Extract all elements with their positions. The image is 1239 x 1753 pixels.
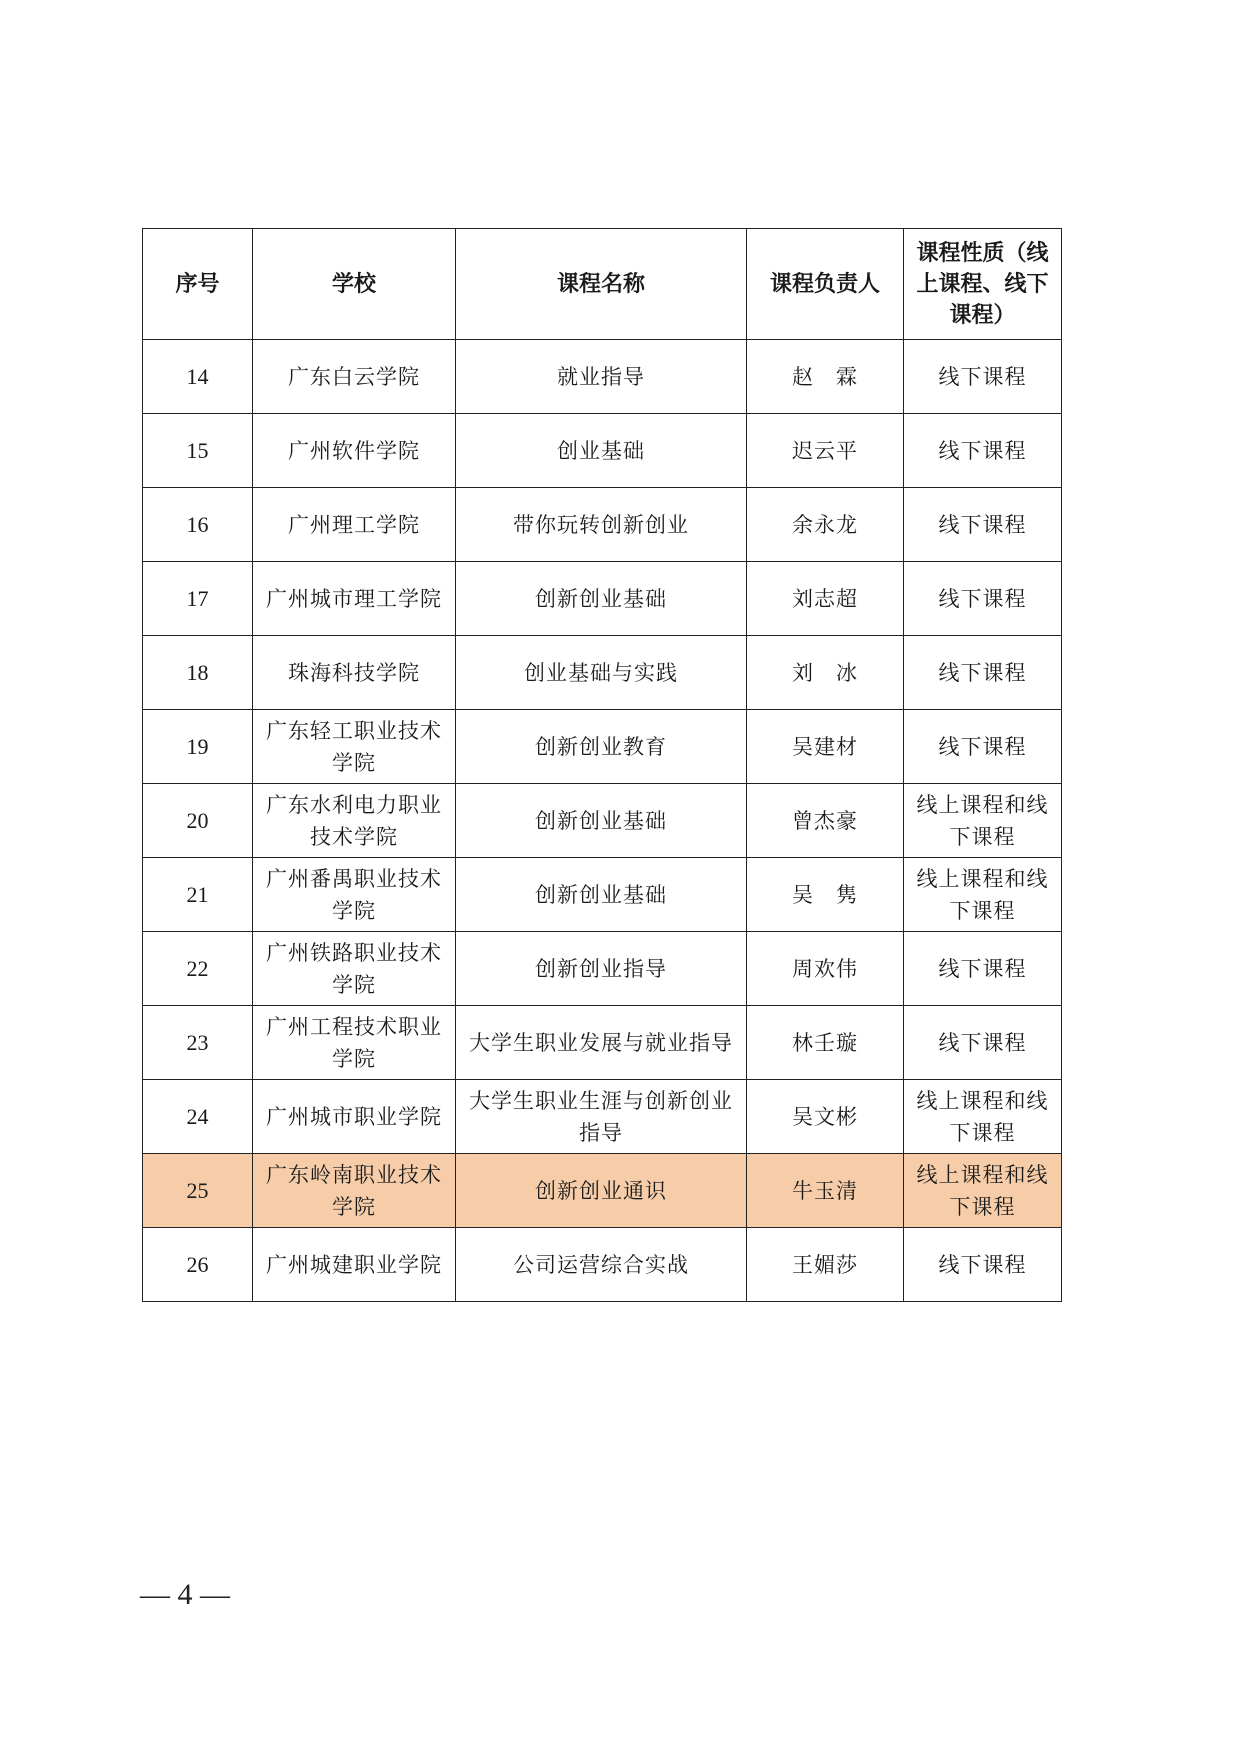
- cell-course: 就业指导: [456, 340, 747, 414]
- table-row: [143, 1154, 1062, 1228]
- cell-type: 线上课程和线下课程: [904, 1154, 1062, 1228]
- cell-course: 创业基础与实践: [456, 636, 747, 710]
- cell-type: 线下课程: [904, 1228, 1062, 1302]
- cell-no: 26: [143, 1228, 253, 1302]
- cell-school: 广州城市理工学院: [253, 562, 456, 636]
- table-header-row: [143, 229, 1062, 340]
- table-row: [143, 562, 1062, 636]
- cell-school: 广州城市职业学院: [253, 1080, 456, 1154]
- cell-course: 创新创业通识: [456, 1154, 747, 1228]
- cell-school: 广州铁路职业技术学院: [253, 932, 456, 1006]
- cell-lead: 刘志超: [747, 562, 904, 636]
- cell-school: 广东水利电力职业技术学院: [253, 784, 456, 858]
- cell-no: 17: [143, 562, 253, 636]
- cell-course: 创新创业指导: [456, 932, 747, 1006]
- table-row: [143, 858, 1062, 932]
- page-number: — 4 —: [140, 1578, 230, 1611]
- cell-no: 14: [143, 340, 253, 414]
- header-type: 课程性质（线上课程、线下课程）: [904, 229, 1062, 340]
- cell-lead: 林壬璇: [747, 1006, 904, 1080]
- cell-no: 23: [143, 1006, 253, 1080]
- cell-type: 线下课程: [904, 932, 1062, 1006]
- cell-no: 20: [143, 784, 253, 858]
- cell-course: 创新创业基础: [456, 562, 747, 636]
- table-row: [143, 1080, 1062, 1154]
- table-body: [143, 340, 1062, 1302]
- cell-lead: 牛玉清: [747, 1154, 904, 1228]
- table-row: [143, 932, 1062, 1006]
- cell-type: 线上课程和线下课程: [904, 858, 1062, 932]
- cell-no: 24: [143, 1080, 253, 1154]
- cell-no: 18: [143, 636, 253, 710]
- cell-type: 线下课程: [904, 488, 1062, 562]
- cell-type: 线上课程和线下课程: [904, 784, 1062, 858]
- cell-course: 公司运营综合实战: [456, 1228, 747, 1302]
- cell-school: 广东岭南职业技术学院: [253, 1154, 456, 1228]
- cell-no: 22: [143, 932, 253, 1006]
- cell-course: 创新创业基础: [456, 858, 747, 932]
- cell-lead: 刘 冰: [747, 636, 904, 710]
- table-row: [143, 710, 1062, 784]
- cell-course: 大学生职业发展与就业指导: [456, 1006, 747, 1080]
- cell-school: 广州城建职业学院: [253, 1228, 456, 1302]
- cell-no: 15: [143, 414, 253, 488]
- cell-course: 带你玩转创新创业: [456, 488, 747, 562]
- cell-no: 16: [143, 488, 253, 562]
- cell-lead: 曾杰豪: [747, 784, 904, 858]
- table-row: [143, 636, 1062, 710]
- cell-lead: 吴 隽: [747, 858, 904, 932]
- cell-school: 珠海科技学院: [253, 636, 456, 710]
- cell-no: 19: [143, 710, 253, 784]
- header-school: 学校: [253, 229, 456, 340]
- cell-course: 创业基础: [456, 414, 747, 488]
- cell-type: 线上课程和线下课程: [904, 1080, 1062, 1154]
- cell-course: 创新创业基础: [456, 784, 747, 858]
- cell-school: 广州番禺职业技术学院: [253, 858, 456, 932]
- cell-type: 线下课程: [904, 636, 1062, 710]
- cell-type: 线下课程: [904, 340, 1062, 414]
- cell-school: 广州软件学院: [253, 414, 456, 488]
- cell-lead: 余永龙: [747, 488, 904, 562]
- cell-lead: 吴建材: [747, 710, 904, 784]
- cell-school: 广州理工学院: [253, 488, 456, 562]
- cell-no: 21: [143, 858, 253, 932]
- header-no: 序号: [143, 229, 253, 340]
- table-row: [143, 1228, 1062, 1302]
- cell-course: 大学生职业生涯与创新创业指导: [456, 1080, 747, 1154]
- table-row: [143, 340, 1062, 414]
- cell-school: 广东轻工职业技术学院: [253, 710, 456, 784]
- cell-school: 广州工程技术职业学院: [253, 1006, 456, 1080]
- cell-lead: 周欢伟: [747, 932, 904, 1006]
- header-course: 课程名称: [456, 229, 747, 340]
- table-row: [143, 414, 1062, 488]
- cell-lead: 王媚莎: [747, 1228, 904, 1302]
- table-row: [143, 1006, 1062, 1080]
- cell-lead: 迟云平: [747, 414, 904, 488]
- cell-lead: 赵 霖: [747, 340, 904, 414]
- cell-school: 广东白云学院: [253, 340, 456, 414]
- table-row: [143, 784, 1062, 858]
- cell-type: 线下课程: [904, 562, 1062, 636]
- cell-course: 创新创业教育: [456, 710, 747, 784]
- header-lead: 课程负责人: [747, 229, 904, 340]
- table-row: [143, 488, 1062, 562]
- cell-type: 线下课程: [904, 710, 1062, 784]
- cell-type: 线下课程: [904, 414, 1062, 488]
- cell-type: 线下课程: [904, 1006, 1062, 1080]
- course-table: [142, 228, 1062, 1302]
- cell-no: 25: [143, 1154, 253, 1228]
- cell-lead: 吴文彬: [747, 1080, 904, 1154]
